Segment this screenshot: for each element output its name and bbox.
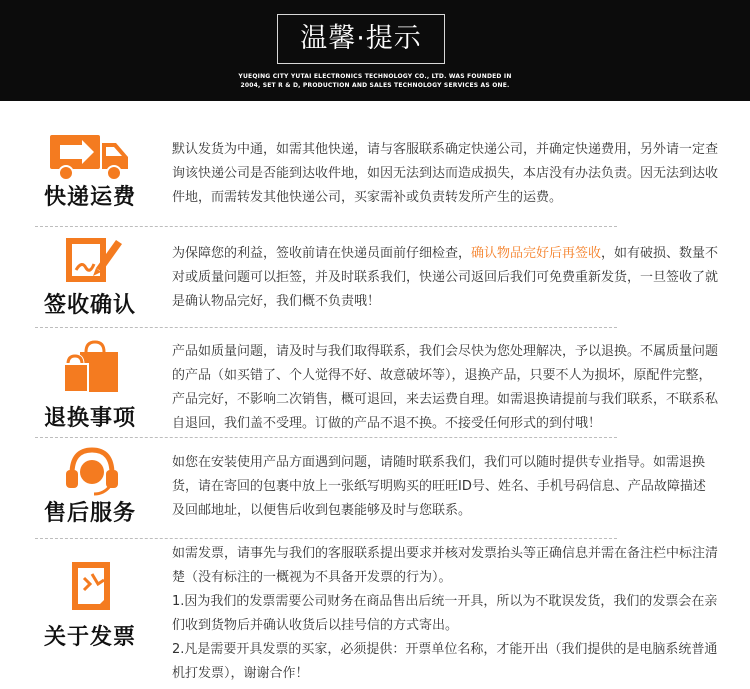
section-label-sign-confirm: 签收确认 (43, 293, 136, 318)
section-label-shipping: 快递运费 (43, 185, 136, 210)
section-label-returns: 退换事项 (43, 406, 136, 431)
section-label-after-sales: 售后服务 (43, 501, 136, 526)
sign-text-after: ，如有破损、数量不对或质量问题可以拒签，并及时联系我们，快递公司返回后我们可免费重新发货，一旦签收了就是确认物品完好，我们概不负责哦！ (172, 246, 719, 309)
sign-text-highlight: 确认物品完好后再签收 (471, 246, 602, 261)
invoice-paragraph-1: 如需发票，请事先与我们的客服联系提出要求并核对发票抬头等正确信息并需在备注栏中标注清楚（没有标注的一概视为不具备开发票的行为）。 (172, 546, 719, 585)
section-text-shipping: 默认发货为中通，如需其他快递，请与客服联系确定快递公司，并确定快递费用，另外请一定查询该快递公司是否能到达收件地，如因无法到达而造成损失，本店没有办法负责。因无法到达收件地，而需转发其他快递公司，买家需补或负责转发所产生的运费。 (172, 142, 719, 205)
company-subtitle (200, 72, 550, 90)
section-text-sign-confirm (172, 242, 722, 314)
headset-support-icon (64, 446, 120, 500)
shopping-bags-icon (62, 338, 122, 400)
subtitle-line-2: 2004, SET R & D, PRODUCTION AND SALES TECHNOLOGY SERVICES AS ONE. (240, 82, 510, 89)
section-text-invoice (172, 542, 722, 686)
section-divider (35, 538, 617, 539)
subtitle-line-1: YUEQING CITY YUTAI ELECTRONICS TECHNOLOGY CO., LTD. WAS FOUNDED IN (238, 73, 512, 80)
invoice-icon (68, 560, 114, 616)
delivery-truck-icon (48, 131, 134, 185)
section-text-returns: 产品如质量问题，请及时与我们取得联系，我们会尽快为您处理解决，予以退换。不属质量问题的产品（如买错了、个人觉得不好、故意破坏等），退换产品，只要不人为损坏，原配件完整，产品完好，不影响二次销售，概可退回，来去运费自理。如需退换请提前与我们联系，不联系私自退回，我们盖不受理。订做的产品不退不换。不接受任何形式的到付哦！ (172, 344, 719, 431)
page-title: 温馨·提示 (277, 14, 445, 64)
section-divider (35, 226, 617, 227)
invoice-paragraph-2: 1.因为我们的发票需要公司财务在商品售出后统一开具，所以为不耽误发货，我们的发票会在亲们收到货物后并确认收货后以挂号信的方式寄出。 (172, 594, 718, 633)
invoice-paragraph-3: 2.凡是需要开具发票的买家，必须提供：开票单位名称，才能开出（我们提供的是电脑系统普通机打发票），谢谢合作！ (172, 642, 718, 681)
section-text-after-sales: 如您在安装使用产品方面遇到问题，请随时联系我们，我们可以随时提供专业指导。如需退换货，请在寄回的包裹中放上一张纸写明购买的旺旺ID号、姓名、手机号码信息、产品故障描述及回邮地址，以便售后收到包裹能够及时与您联系。 (172, 455, 706, 518)
section-label-invoice: 关于发票 (43, 625, 136, 650)
header-banner (0, 0, 750, 101)
sign-document-icon (62, 234, 124, 290)
section-divider (35, 437, 617, 438)
sign-text-before: 为保障您的利益，签收前请在快递员面前仔细检查， (172, 246, 472, 261)
section-divider (35, 327, 617, 328)
